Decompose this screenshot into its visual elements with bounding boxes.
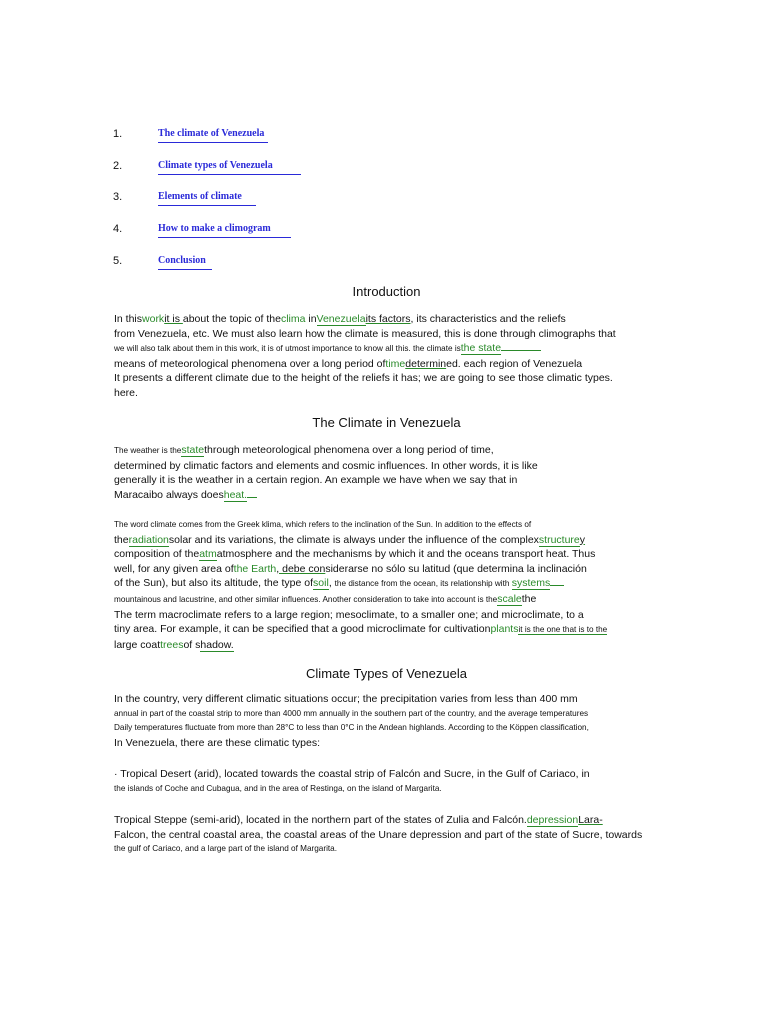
text-line: composition of theatmatmosphere and the mechanisms by which it and the oceans transport heat. Thus	[114, 548, 596, 561]
text-line: well, for any given area ofthe Earth, debe considerarse no sólo su latitud (que determina la inclinación	[114, 562, 587, 575]
toc-link-climate-of-venezuela[interactable]: The climate of Venezuela	[158, 126, 268, 143]
toc-number: 5.	[113, 254, 123, 267]
toc-number: 1.	[113, 128, 123, 140]
toc-item	[113, 221, 301, 253]
text-line: Tropical Steppe (semi-arid), located in the northern part of the states of Zulia and Falcón.depressionLara-	[114, 814, 603, 826]
text-line: determined by climatic factors and elements and cosmic influences. In other words, it is like	[114, 459, 538, 472]
text-line: mountainous and lacustrine, and other similar influences. Another consideration to take into account is thescalethe	[114, 592, 537, 605]
types-paragraph-2	[114, 767, 674, 796]
text-line: we will also talk about them in this work, it is of utmost importance to know all this. the climate isthe state	[114, 341, 674, 357]
toc-link-climate-types[interactable]: Climate types of Venezuela	[158, 158, 301, 175]
heading-climate-types: Climate Types of Venezuela	[306, 666, 467, 681]
types-paragraph-3	[114, 813, 674, 857]
text-line: from Venezuela, etc. We must also learn how the climate is measured, this is done through climographs that	[114, 327, 616, 340]
text-line: Daily temperatures fluctuate from more than 28°C to less than 0°C in the Andean highlands. According to the Köppen classification,	[114, 723, 589, 733]
text-line: The word climate comes from the Greek klima, which refers to the inclination of the Sun. In addition to the effects of	[114, 520, 532, 529]
text-line: of the Sun), but also its altitude, the type ofsoil, the distance from the ocean, its relationship with systems	[114, 576, 674, 592]
types-paragraph-1	[114, 692, 674, 750]
table-of-contents	[113, 126, 301, 284]
toc-link-conclusion[interactable]: Conclusion	[158, 253, 212, 270]
text-line: In the country, very different climatic situations occur; the precipitation varies from less than 400 mm	[114, 693, 578, 705]
text-line: annual in part of the coastal strip to more than 4000 mm annually in the southern part of the country, and the average temperatures	[114, 708, 589, 718]
toc-link-elements-of-climate[interactable]: Elements of climate	[158, 189, 256, 206]
intro-paragraph	[114, 312, 674, 401]
toc-item	[113, 253, 301, 285]
heading-climate-in-venezuela: The Climate in Venezuela	[312, 415, 461, 430]
heading-introduction: Introduction	[352, 284, 421, 299]
text-line: generally it is the weather in a certain region. An example we have when we say that in	[114, 474, 518, 487]
text-line: In Venezuela, there are these climatic types:	[114, 736, 321, 749]
toc-item	[113, 126, 301, 158]
text-line: theradiationsolar and its variations, the climate is always under the influence of the complexstructurey	[114, 533, 586, 546]
toc-link-climogram[interactable]: How to make a climogram	[158, 221, 291, 238]
text-line: large coattreesof shadow.	[114, 638, 234, 651]
toc-number: 2.	[113, 159, 123, 172]
text-line: the gulf of Cariaco, and a large part of the island of Margarita.	[114, 844, 338, 854]
text-line: The term macroclimate refers to a large region; mesoclimate, to a smaller one; and microclimate, to a	[114, 608, 584, 621]
text-line: Maracaibo always doesheat.	[114, 488, 674, 503]
text-line: · Tropical Desert (arid), located towards the coastal strip of Falcón and Sucre, in the Gulf of Cariaco, in	[114, 768, 590, 780]
text-line: here.	[114, 386, 138, 399]
text-line: It presents a different climate due to the height of the reliefs it has; we are going to see those climatic types.	[114, 372, 613, 385]
toc-item	[113, 158, 301, 190]
toc-item	[113, 189, 301, 221]
climate-paragraph-1	[114, 443, 674, 502]
text-line: The weather is thestatethrough meteorological phenomena over a long period of time,	[114, 444, 494, 456]
text-line: the islands of Coche and Cubagua, and in the area of Restinga, on the island of Margarita.	[114, 783, 442, 793]
text-line: In thisworkit is about the topic of theclima inVenezuelaits factors, its characteristics and the reliefs	[114, 313, 566, 325]
text-line: means of meteorological phenomena over a long period oftimedetermined. each region of Venezuela	[114, 357, 583, 370]
text-line: tiny area. For example, it can be specified that a good microclimate for cultivationplantsit is the one that is to the	[114, 623, 608, 636]
toc-number: 3.	[113, 191, 123, 204]
climate-paragraph-2	[114, 518, 674, 652]
text-line: Falcon, the central coastal area, the coastal areas of the Unare depression and part of the state of Sucre, towards	[114, 828, 643, 841]
toc-number: 4.	[113, 223, 123, 236]
